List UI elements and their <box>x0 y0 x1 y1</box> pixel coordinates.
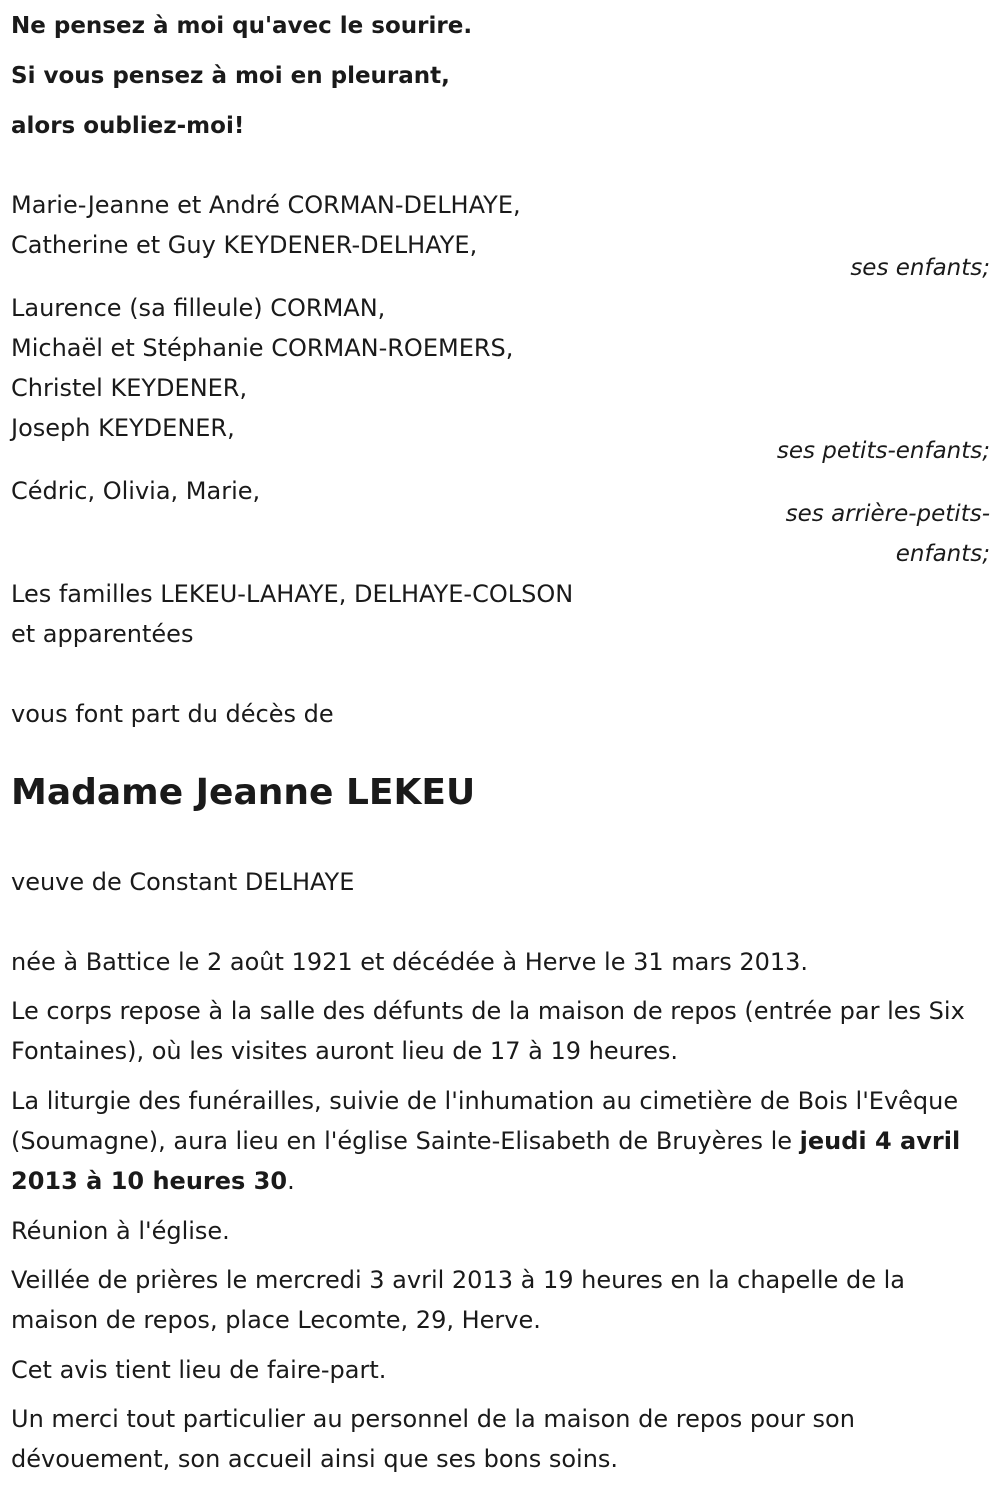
liturgy-paragraph <box>11 1081 986 1201</box>
body-rest-paragraph: Le corps repose à la salle des défunts de la maison de repos (entrée par les Six Fontaines), où les visites auront lieu de 17 à 19 heures. <box>11 997 965 1065</box>
grandchild-name: Michaël et Stéphanie CORMAN-ROEMERS, <box>11 334 514 362</box>
quote-line-3: alors oubliez-moi! <box>11 113 245 139</box>
notice-text: Cet avis tient lieu de faire-part. <box>11 1356 387 1384</box>
great-grandchildren-role-line-1: ses arrière-petits- <box>785 501 990 527</box>
meeting-text: Réunion à l'église. <box>11 1217 230 1245</box>
families-line-2: et apparentées <box>11 620 194 648</box>
widow-of: veuve de Constant DELHAYE <box>11 868 355 896</box>
liturgy-text: La liturgie des funérailles, suivie de l'inhumation au cimetière de Bois l'Evêque (Soumagne), aura lieu en l'église Sainte-Elisabeth de Bruyères le <box>11 1087 959 1155</box>
grandchild-name: Christel KEYDENER, <box>11 374 248 402</box>
vigil-paragraph: Veillée de prières le mercredi 3 avril 2013 à 19 heures en la chapelle de la maison de repos, place Lecomte, 29, Herve. <box>11 1266 905 1334</box>
birth-death: née à Battice le 2 août 1921 et décédée à Herve le 31 mars 2013. <box>11 948 809 976</box>
children-role: ses enfants; <box>850 255 990 281</box>
great-grandchildren-role-line-2: enfants; <box>895 541 990 567</box>
quote-line-1: Ne pensez à moi qu'avec le sourire. <box>11 13 473 39</box>
grandchild-name: Joseph KEYDENER, <box>11 414 235 442</box>
grandchildren-role: ses petits-enfants; <box>776 438 990 464</box>
liturgy-end: . <box>287 1167 295 1195</box>
child-name: Catherine et Guy KEYDENER-DELHAYE, <box>11 231 478 259</box>
grandchild-name: Laurence (sa filleule) CORMAN, <box>11 294 386 322</box>
deceased-name: Madame Jeanne LEKEU <box>11 772 476 813</box>
announcement-text: vous font part du décès de <box>11 700 334 728</box>
child-name: Marie-Jeanne et André CORMAN-DELHAYE, <box>11 191 521 219</box>
quote-line-2: Si vous pensez à moi en pleurant, <box>11 63 450 89</box>
liturgy-date: jeudi 4 avril 2013 à 10 heures 30 <box>11 1127 961 1195</box>
families-line-1: Les familles LEKEU-LAHAYE, DELHAYE-COLSON <box>11 580 574 608</box>
great-grandchild-name: Cédric, Olivia, Marie, <box>11 477 261 505</box>
thanks-paragraph: Un merci tout particulier au personnel de la maison de repos pour son dévouement, son accueil ainsi que ses bons soins. <box>11 1405 855 1473</box>
